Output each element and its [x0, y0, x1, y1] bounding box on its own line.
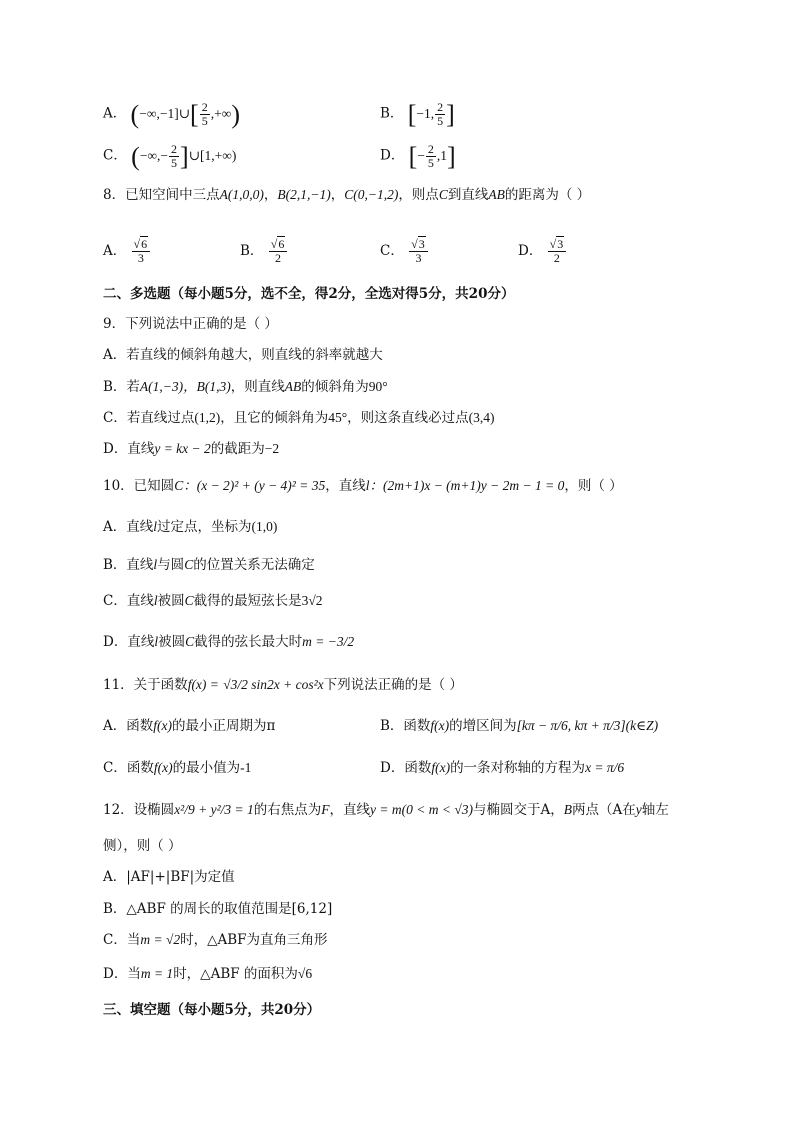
q11-b-text: 的增区间为 [449, 718, 517, 734]
q10-text: 10．已知圆 [103, 478, 175, 494]
point-b: B [563, 802, 572, 817]
q10-a-text: 过定点，坐标为 [157, 519, 252, 535]
q8-stem: 8．已知空间中三点A(1,0,0)，B(2,1,−1)，C(0,−1,2)，则点C到直线AB的距离为（ ） [103, 187, 591, 203]
q9-option-d [103, 439, 279, 459]
point-c: C(0,−1,2) [344, 187, 399, 202]
q8-d-fraction: $\frac{√3}{2}$ [548, 238, 567, 265]
q10-stem [103, 476, 623, 496]
q7-option-b [380, 101, 455, 128]
q12-text: 12．设椭圆 [103, 802, 175, 818]
function: f(x) [153, 760, 173, 775]
option-label: C． [103, 147, 127, 164]
q11-a-text: 的最小正周期为π [171, 718, 276, 734]
q10-c-text: 被圆 [157, 593, 185, 609]
q7-c-math: (−∞,− $\frac{2}{5}$ ]∪[1,+∞) [131, 141, 237, 171]
q11-text: 下列说法正确的是（ ） [323, 677, 463, 693]
q9-b-points: A(1,−3)，B(1,3) [139, 379, 231, 394]
line-name: l [153, 519, 158, 534]
q8-option-d [518, 238, 567, 265]
q8-a-fraction: $\frac{√6}{3}$ [132, 238, 151, 265]
equation: y = kx − 2 [154, 441, 211, 456]
circle-name: C [185, 634, 195, 649]
q11-stem [103, 675, 463, 695]
option-label: A． [103, 105, 127, 122]
q11-d-text: 的一条对称轴的方程为 [450, 760, 586, 776]
q11-option-a [103, 716, 275, 736]
q9-option-b [103, 377, 388, 397]
value: 3√2 [301, 593, 323, 608]
q8-stem-text: 的距离为（ ） [504, 187, 591, 203]
q7-b-math: [−1, $\frac{2}{5}$ ] [407, 99, 455, 129]
q8-c-fraction: $\frac{√3}{3}$ [409, 238, 428, 265]
function: f(x) = [187, 677, 219, 692]
point: (3,4) [468, 410, 495, 425]
point: (1,0) [251, 519, 278, 534]
point-a: A(1,0,0) [219, 187, 264, 202]
q12-c-text: 时，△ABF为直角三角形 [180, 932, 328, 948]
q9-c-text: ，且它的倾斜角为 [220, 410, 329, 426]
q9-d-text: 的截距为 [210, 441, 265, 457]
q9-c-text: C．若直线过点 [103, 410, 195, 426]
equation: m = √2 [140, 932, 181, 947]
q11-option-c [103, 758, 251, 778]
q8-stem-text: 到直线 [447, 187, 489, 203]
q10-d-text: 被圆 [158, 634, 186, 650]
q10-c-text: 截得的最短弦长是 [193, 593, 302, 609]
q10-option-b [103, 555, 315, 575]
q9-d-text: D．直线 [103, 441, 155, 457]
q12-c-text: C．当 [103, 932, 141, 948]
q7-option-c [103, 143, 236, 170]
option-label: C． [380, 243, 404, 259]
q11-c-text: C．函数 [103, 760, 154, 776]
q9-c-text: ，则这条直线必过点 [347, 410, 469, 426]
q8-b-fraction: $\frac{√6}{2}$ [269, 238, 288, 265]
option-label: A． [103, 243, 127, 259]
q8-stem-text: ，则点 [398, 187, 439, 203]
equation: m = −3/2 [302, 634, 355, 649]
q9-option-c [103, 408, 495, 428]
q10-d-text: 截得的弦长最大时 [194, 634, 303, 650]
axis-name: y [635, 802, 642, 817]
q9-option-a: A．若直线的倾斜角越大，则直线的斜率就越大 [103, 347, 383, 363]
circle-equation: (x − 2)² + (y − 4)² = 35 [196, 478, 326, 493]
q10-c-text: C．直线 [103, 593, 154, 609]
angle-value: 90° [368, 379, 388, 394]
q10-d-text: D．直线 [103, 634, 155, 650]
option-label: D． [380, 147, 405, 164]
q12-text: 的右焦点为 [253, 802, 322, 818]
value: √6 [297, 966, 313, 981]
q12-d-text: D．当 [103, 966, 141, 982]
point-c-name: C [438, 187, 448, 202]
q10-b-text: B．直线 [103, 557, 154, 573]
q12-option-a: A．|AF|+|BF|为定值 [103, 869, 235, 885]
section-heading-multiple-choice: 二、多选题（每小题5分，选不全，得2分，全选对得5分，共20分） [103, 286, 515, 302]
option-label: B． [240, 243, 264, 259]
q7-option-a [103, 101, 240, 128]
q8-option-b [240, 238, 288, 265]
q12-stem-cont: 侧），则（ ） [103, 838, 182, 854]
line-ab: AB [284, 379, 302, 394]
q11-a-text: A．函数 [103, 718, 154, 734]
line-name: l： [365, 478, 383, 493]
circle-name: C [184, 557, 194, 572]
q9-b-text: ，则直线 [230, 379, 285, 395]
q11-b-text: B．函数 [380, 718, 431, 734]
q10-text: ，则（ ） [564, 478, 623, 494]
q10-b-text: 的位置关系无法确定 [193, 557, 315, 573]
q9-b-text: 的倾斜角为 [301, 379, 369, 395]
function: f(x) [430, 718, 450, 733]
q10-text: ，直线 [325, 478, 366, 494]
circle-name: C [184, 593, 194, 608]
q9-stem: 9．下列说法中正确的是（ ） [103, 316, 278, 332]
option-label: B． [380, 105, 404, 122]
line-name: l [153, 593, 158, 608]
q12-text: 轴左 [641, 802, 669, 818]
line-equation: (2m+1)x − (m+1)y − 2m − 1 = 0 [382, 478, 565, 493]
point: (1,2) [194, 410, 221, 425]
q7-d-math: [− $\frac{2}{5}$ ,1] [408, 141, 456, 171]
line-name: l [154, 634, 159, 649]
q12-option-c [103, 930, 328, 950]
q10-option-c [103, 591, 323, 611]
function-expression: √3/2 sin2x + cos²x [223, 677, 324, 692]
value: -1 [240, 760, 252, 775]
function: f(x) [431, 760, 451, 775]
q8-option-c [380, 238, 429, 265]
q10-option-a [103, 517, 277, 537]
q12-text: 与椭圆交于A， [472, 802, 564, 818]
focus-name: F [321, 802, 330, 817]
q9-b-text: B．若 [103, 379, 140, 395]
equation: m = 1 [140, 966, 174, 981]
q7-option-d [380, 143, 456, 170]
q12-d-text: 时，△ABF 的面积为 [173, 966, 298, 982]
q12-option-b: B．△ABF 的周长的取值范围是[6,12] [103, 901, 333, 917]
q7-a-math: (−∞,−1]∪[ $\frac{2}{5}$ ,+∞) [130, 99, 240, 129]
q8-option-a [103, 238, 151, 265]
function: f(x) [153, 718, 172, 733]
q12-text: 两点（A在 [571, 802, 636, 818]
equation: x = π/6 [585, 760, 625, 775]
point-b: B(2,1,−1) [277, 187, 331, 202]
line-ab: AB [488, 187, 505, 202]
q11-c-text: 的最小值为 [172, 760, 241, 776]
q11-d-text: D．函数 [380, 760, 432, 776]
q10-b-text: 与圆 [157, 557, 185, 573]
q8-stem-text: 8．已知空间中三点 [103, 187, 220, 203]
section-heading-fill-in: 三、填空题（每小题5分，共20分） [103, 1002, 321, 1018]
interval: [kπ − π/6, kπ + π/3](k∈Z) [516, 718, 659, 733]
line-name: l [153, 557, 158, 572]
q12-option-d [103, 964, 312, 984]
q10-a-text: A．直线 [103, 519, 154, 535]
angle-value: 45° [328, 410, 348, 425]
q11-option-d [380, 758, 624, 778]
option-label: D． [518, 243, 543, 259]
q11-text: 11．关于函数 [103, 677, 188, 693]
q10-option-d [103, 632, 354, 652]
q12-text: ，直线 [329, 802, 370, 818]
q12-stem [103, 800, 669, 820]
circle-name: C： [174, 478, 197, 493]
ellipse-equation: x²/9 + y²/3 = 1 [174, 802, 254, 817]
value: −2 [264, 441, 280, 456]
line-equation: y = m(0 < m < √3) [370, 802, 473, 817]
q11-option-b [380, 716, 658, 736]
